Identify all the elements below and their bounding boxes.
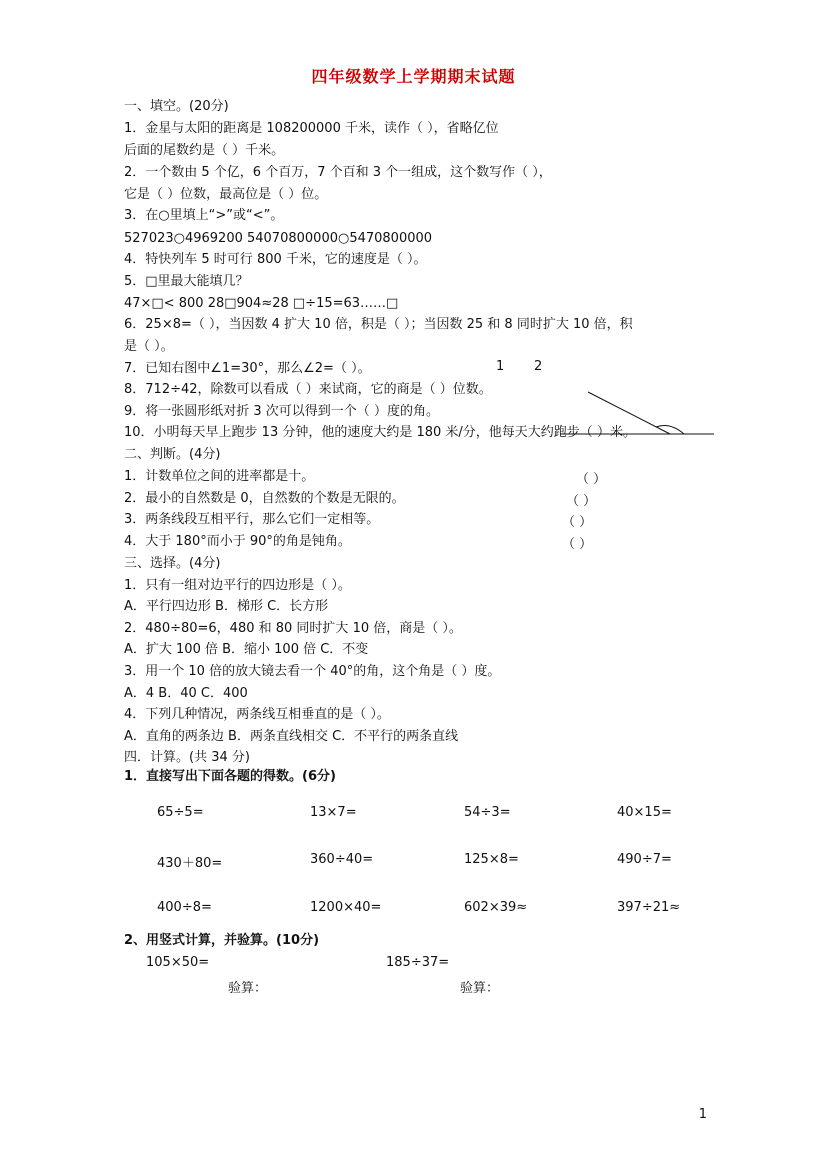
calc-item: 400÷8= — [157, 900, 212, 915]
calc-item: 54÷3= — [464, 805, 511, 820]
question-line: 一、填空。(20分) — [124, 99, 229, 114]
question-line: 3．两条线段互相平行，那么它们一定相等。 — [124, 512, 380, 527]
calc-item: 65÷5= — [157, 805, 204, 820]
calc-item: 397÷21≈ — [617, 900, 681, 915]
question-line: 4．特快列车 5 时可行 800 千米，它的速度是（ ）。 — [124, 252, 427, 267]
angle-figure — [560, 378, 720, 448]
question-line: 3．在○里填上“>”或“<”。 — [124, 208, 284, 223]
question-line: 3．用一个 10 倍的放大镜去看一个 40°的角，这个角是（ ）度。 — [124, 664, 501, 679]
question-line: 4．大于 180°而小于 90°的角是钝角。 — [124, 534, 351, 549]
page-title: 四年级数学上学期期末试题 — [311, 67, 516, 86]
calc2-heading: 2、用竖式计算，并验算。(10分) — [124, 933, 320, 948]
calc-item: 602×39≈ — [464, 900, 528, 915]
question-line: 9．将一张圆形纸对折 3 次可以得到一个（ ）度的角。 — [124, 404, 439, 419]
question-line: 5．□里最大能填几？ — [124, 274, 249, 289]
calc-item: 40×15= — [617, 805, 672, 820]
calc1-heading: 1．直接写出下面各题的得数。(6分) — [124, 769, 336, 784]
figure-label-2: 2 — [534, 359, 543, 374]
question-line: 6．25×8=（ ），当因数 4 扩大 10 倍，积是（ ）；当因数 25 和 8 同时扩大 10 倍，积 — [124, 317, 633, 332]
question-line: 四．计算。(共 34 分) — [124, 750, 250, 765]
question-line: 三、选择。(4分) — [124, 556, 221, 571]
question-line: 1．计数单位之间的进率都是十。 — [124, 469, 315, 484]
question-line: 2．最小的自然数是 0，自然数的个数是无限的。 — [124, 491, 405, 506]
judge-answer-blank: （ ） — [566, 494, 597, 509]
calc2-item-1: 105×50= — [146, 955, 210, 970]
question-line: A．4 B．40 C．400 — [124, 686, 248, 701]
question-line: A．直角的两条边 B．两条直线相交 C．不平行的两条直线 — [124, 729, 459, 744]
question-line: 是（ ）。 — [124, 339, 174, 354]
judge-answer-blank: （ ） — [562, 515, 593, 530]
question-line: A．扩大 100 倍 B．缩小 100 倍 C．不变 — [124, 642, 369, 657]
angle-arc — [656, 426, 684, 434]
question-line: 二、判断。(4分) — [124, 447, 221, 462]
judge-answer-blank: （ ） — [576, 472, 607, 487]
question-line: 2．480÷80=6，480 和 80 同时扩大 10 倍，商是（ ）。 — [124, 621, 462, 636]
calc2-check-2: 验算： — [460, 981, 500, 996]
question-line: 它是（ ）位数，最高位是（ ）位。 — [124, 187, 328, 202]
calc-item: 1200×40= — [310, 900, 382, 915]
question-line: 1．只有一组对边平行的四边形是（ ）。 — [124, 578, 351, 593]
question-line: A．平行四边形 B．梯形 C．长方形 — [124, 599, 329, 614]
question-line: 10．小明每天早上跑步 13 分钟，他的速度大约是 180 米/分，他每天大约跑步（ ）米。 — [124, 425, 636, 440]
question-line: 后面的尾数约是（ ）千米。 — [124, 143, 285, 158]
question-line: 527023○4969200 54070800000○5470800000 — [124, 231, 433, 246]
calc2-item-2: 185÷37= — [386, 955, 450, 970]
calc-item: 13×7= — [310, 805, 357, 820]
page-number: 1 — [698, 1107, 707, 1122]
question-line: 1．金星与太阳的距离是 108200000 千米，读作（ ），省略亿位 — [124, 121, 499, 136]
question-line: 2．一个数由 5 个亿，6 个百万，7 个百和 3 个一组成，这个数写作（ ）， — [124, 165, 552, 180]
question-line: 7．已知右图中∠1=30°，那么∠2=（ ）。 — [124, 361, 371, 376]
calc-item: 490÷7= — [617, 852, 672, 867]
calc-item: 430＋80= — [157, 856, 223, 871]
calc-item: 360÷40= — [310, 852, 374, 867]
question-line: 47×□< 800 28□904≈28 □÷15=63……□ — [124, 296, 399, 311]
calc-item: 125×8= — [464, 852, 519, 867]
judge-answer-blank: （ ） — [562, 537, 593, 552]
question-line: 4．下列几种情况，两条线互相垂直的是（ ）。 — [124, 707, 390, 722]
calc2-check-1: 验算： — [228, 981, 268, 996]
question-line: 8．712÷42，除数可以看成（ ）来试商，它的商是（ ）位数。 — [124, 382, 492, 397]
figure-label-1: 1 — [496, 359, 505, 374]
angle-ray — [588, 392, 670, 434]
